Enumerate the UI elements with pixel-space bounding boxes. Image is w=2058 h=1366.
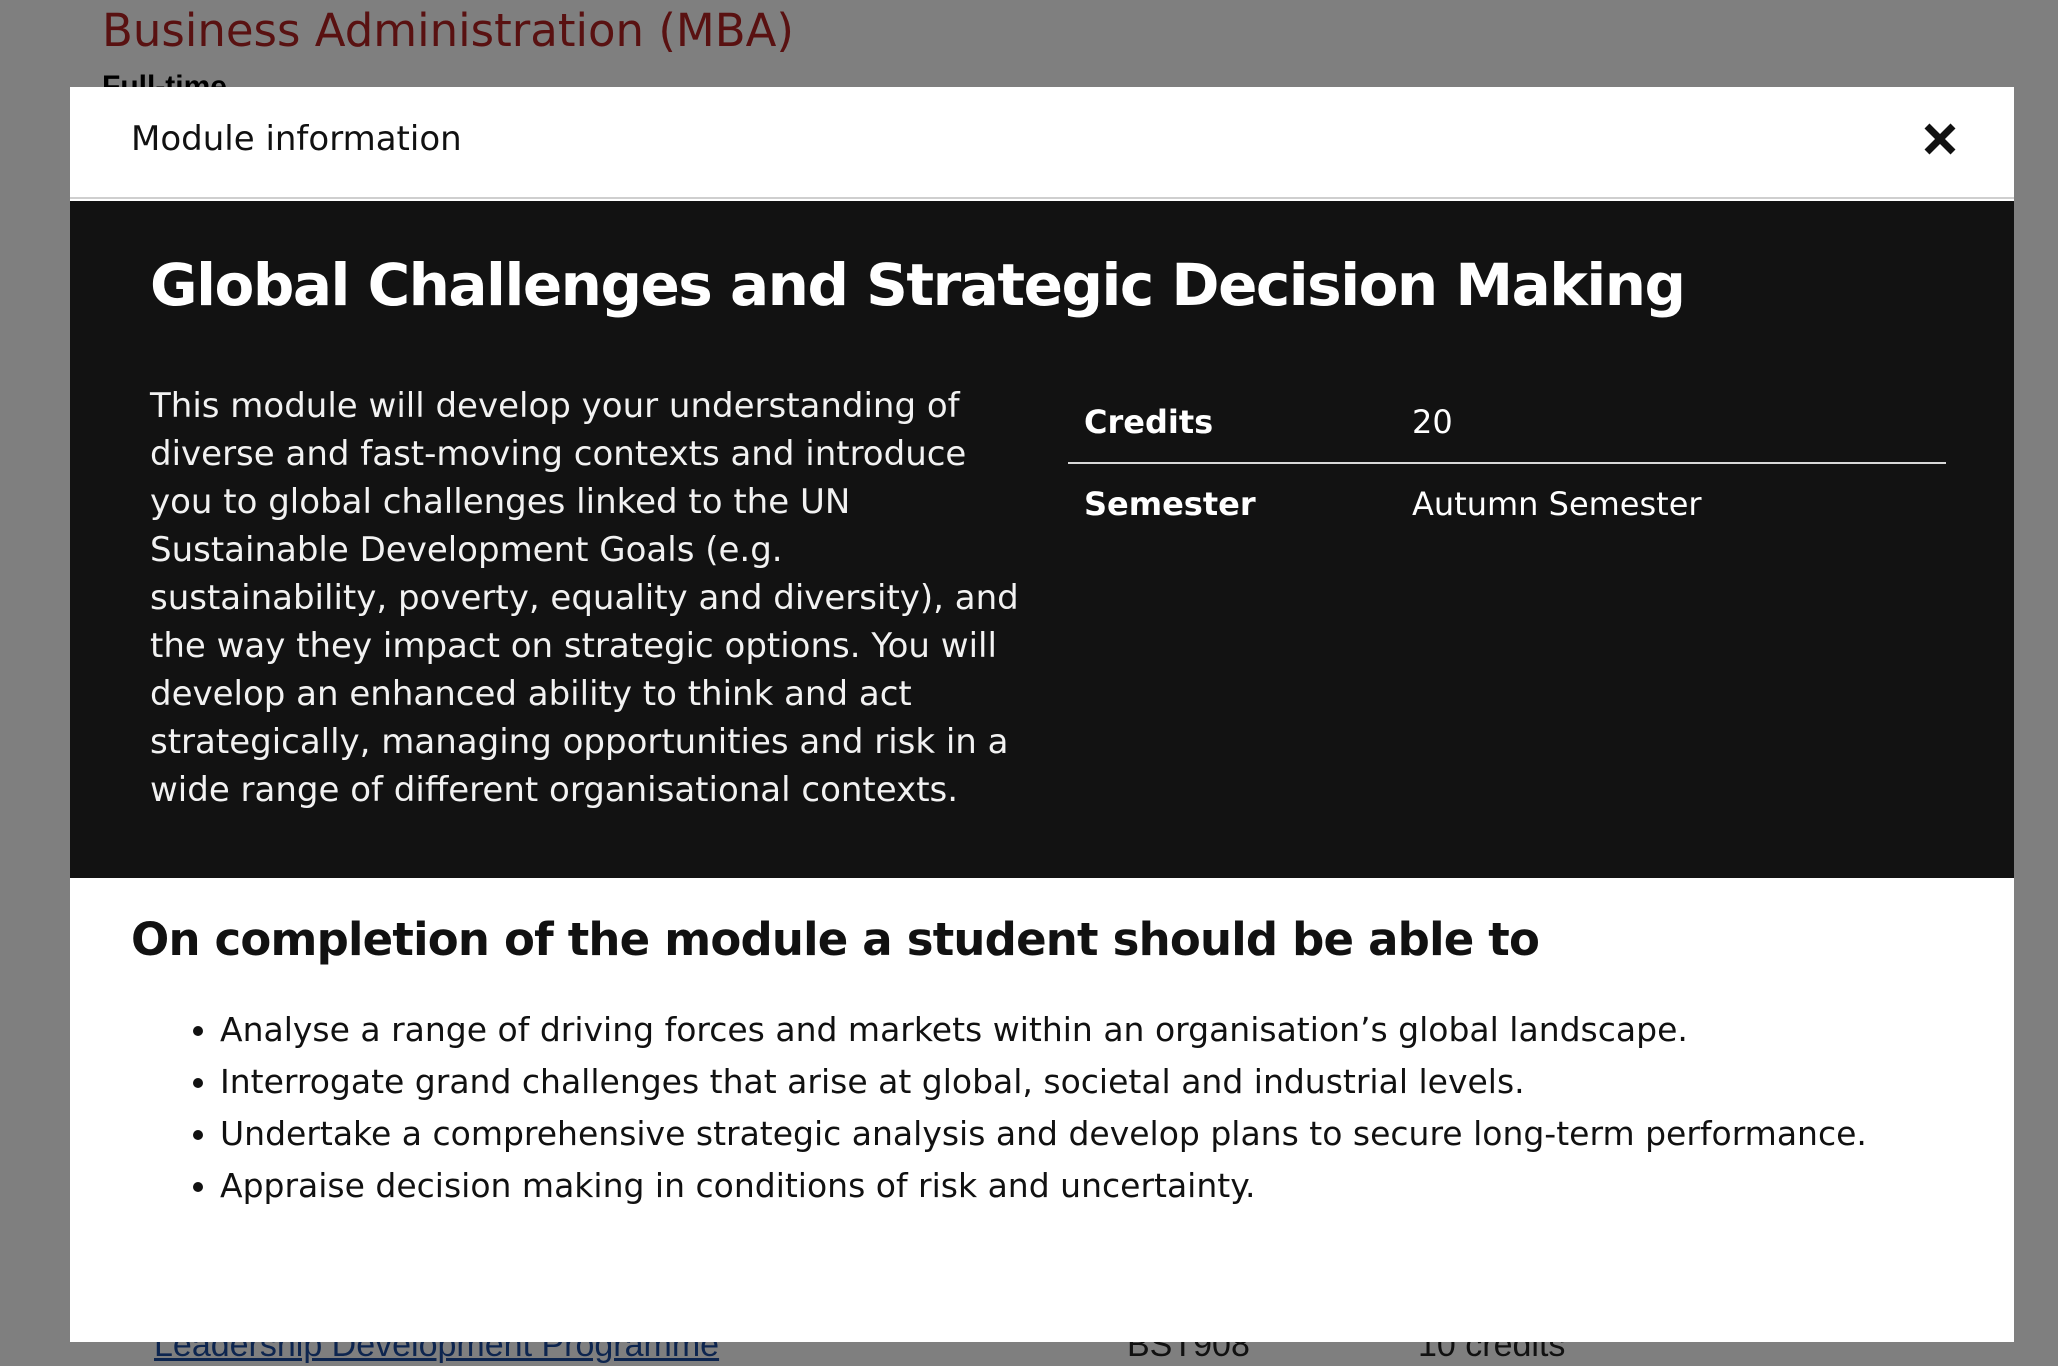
module-facts xyxy=(1068,382,1946,546)
dialog-header xyxy=(70,87,2014,199)
fact-value: Autumn Semester xyxy=(1412,485,1702,523)
outcomes-list xyxy=(180,1004,2000,1212)
fact-label: Credits xyxy=(1084,403,1214,441)
list-item: • Interrogate grand challenges that arise at global, societal and industrial levels. xyxy=(220,1056,2000,1108)
module-title: Global Challenges and Strategic Decision Making xyxy=(150,251,1685,319)
list-item: • Undertake a comprehensive strategic analysis and develop plans to secure long-term performance. xyxy=(220,1108,2000,1160)
close-icon xyxy=(1918,117,1962,161)
fact-label: Semester xyxy=(1084,485,1256,523)
module-description: This module will develop your understanding of diverse and fast-moving contexts and introduce you to global challenges linked to the UN Sustainable Development Goals (e.g. sustainability, poverty, equality and diversity), and the way they impact on strategic options. You will develop an enhanced ability to think and act strategically, managing opportunities and risk in a wide range of different organisational contexts. xyxy=(150,386,1019,810)
list-item: • Analyse a range of driving forces and markets within an organisation’s global landscape. xyxy=(220,1004,2000,1056)
fact-value: 20 xyxy=(1412,403,1453,441)
outcomes-heading: On completion of the module a student should be able to xyxy=(131,913,1540,966)
close-button[interactable] xyxy=(1918,117,1962,161)
module-info-dialog xyxy=(70,87,2014,1342)
fact-row-semester xyxy=(1068,464,1946,546)
fact-row-credits xyxy=(1068,382,1946,464)
module-summary xyxy=(70,201,2014,878)
dialog-title: Module information xyxy=(131,119,462,159)
list-item: • Appraise decision making in conditions of risk and uncertainty. xyxy=(220,1160,2000,1212)
